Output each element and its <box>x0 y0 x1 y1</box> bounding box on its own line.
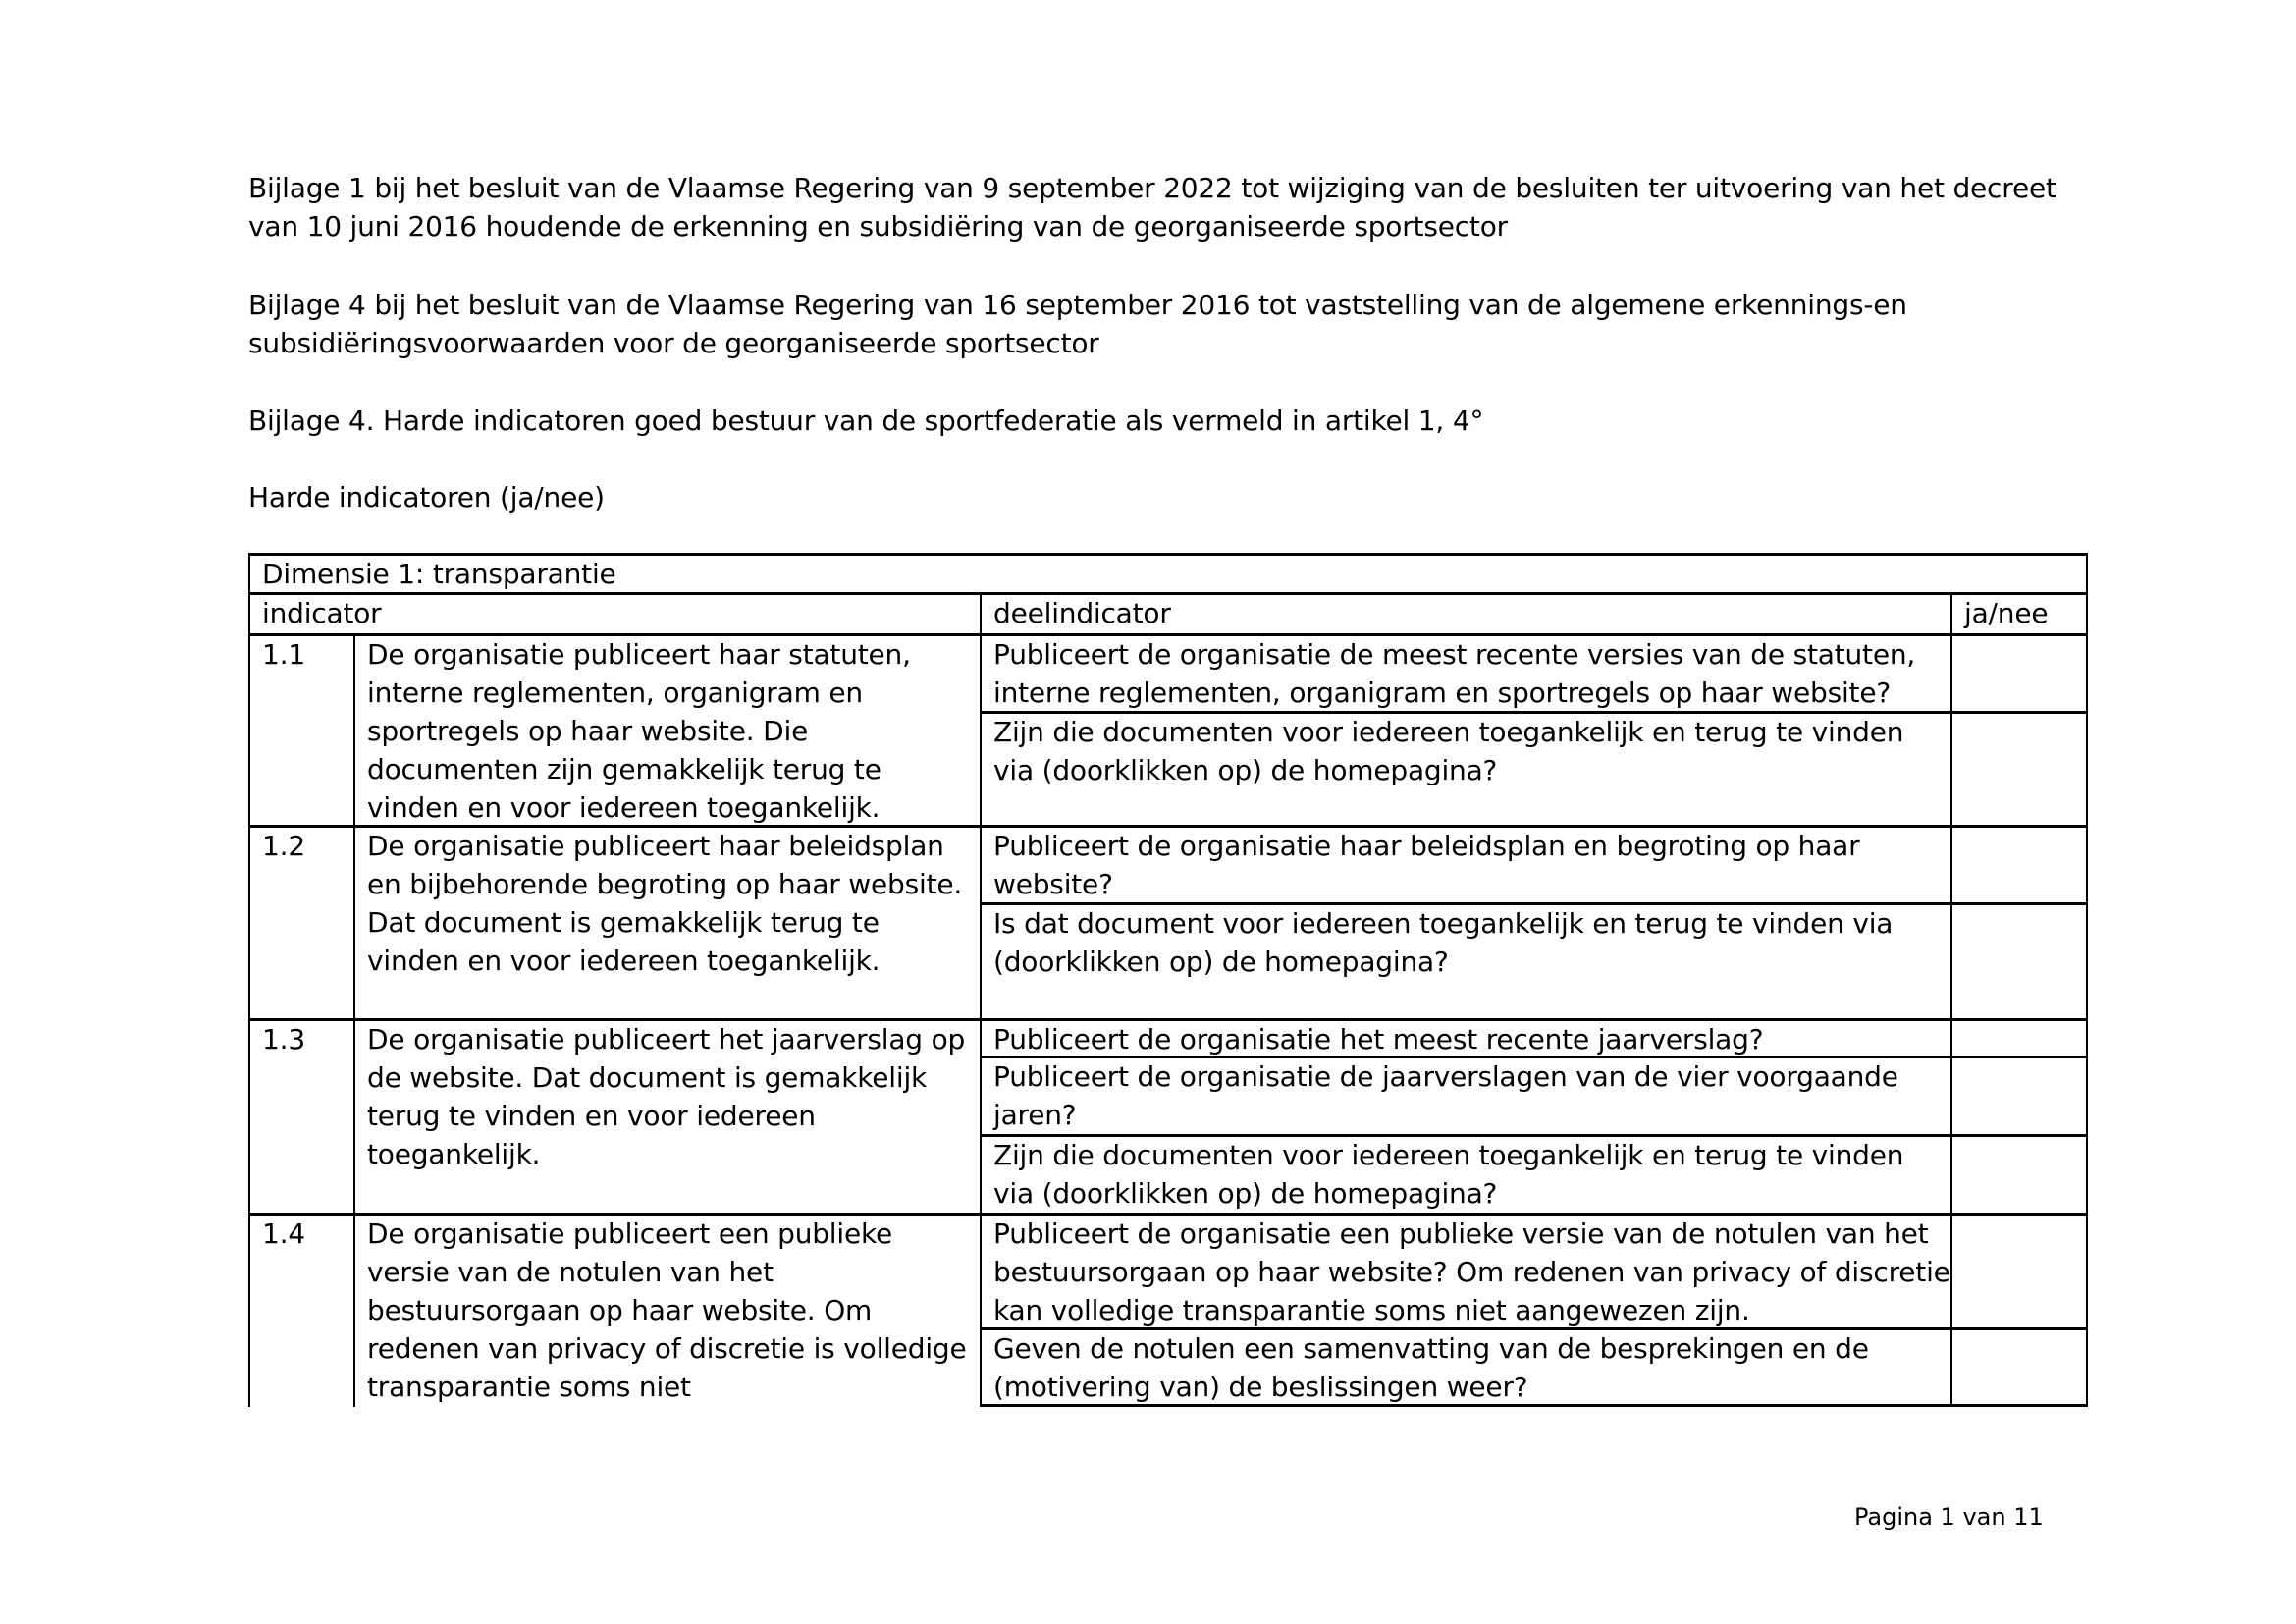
annex-title: Bijlage 4. Harde indicatoren goed bestuur van de sportfederatie als vermeld in artikel 1, 4° <box>248 405 1484 437</box>
indicator-description: De organisatie publiceert haar beleidsplan en bijbehorende begroting op haar website. Dat document is gemakkelijk terug te vinden en voor iedereen toegankelijk. <box>367 830 963 977</box>
sub-indicator: Publiceert de organisatie de meest recente versies van de statuten, interne reglementen, organigram en sportregels op haar website? <box>993 638 1916 709</box>
sub-indicator: Zijn die documenten voor iedereen toegankelijk en terug te vinden via (doorklikken op) de homepagina? <box>993 1139 1904 1210</box>
sub-indicator: Is dat document voor iedereen toegankelijk en terug te vinden via (doorklikken op) de homepagina? <box>993 907 1894 978</box>
table-caption: Harde indicatoren (ja/nee) <box>248 481 605 514</box>
answer-cell[interactable] <box>1950 711 2088 825</box>
sub-indicator: Publiceert de organisatie het meest recente jaarverslag? <box>993 1023 1764 1056</box>
sub-indicator: Publiceert de organisatie een publieke versie van de notulen van het bestuursorgaan op haar website? Om redenen van privacy of discretie kan volledige transparantie soms niet aangewezen zijn. <box>993 1218 1950 1326</box>
intro-paragraph-2: Bijlage 4 bij het besluit van de Vlaamse Regering van 16 september 2016 tot vaststelling van de algemene erkennings-en subsidiëringsvoorwaarden voor de georganiseerde sportsector <box>248 289 1907 359</box>
indicator-description: De organisatie publiceert haar statuten, interne reglementen, organigram en sportregels op haar website. Die documenten zijn gemakkelijk terug te vinden en voor iedereen toegankelijk. <box>367 638 911 824</box>
dimension-title: Dimensie 1: transparantie <box>262 558 616 590</box>
intro-paragraph-1: Bijlage 1 bij het besluit van de Vlaamse Regering van 9 september 2022 tot wijziging van de besluiten ter uitvoering van het decreet van 10 juni 2016 houdende de erkenning en subsidiëring van de georganiseerde sportsector <box>248 172 2056 243</box>
header-indicator: indicator <box>262 597 382 629</box>
sub-indicator: Publiceert de organisatie haar beleidsplan en begroting op haar website? <box>993 830 1860 900</box>
answer-cell[interactable] <box>1950 1327 2088 1404</box>
indicator-description: De organisatie publiceert het jaarverslag op de website. Dat document is gemakkelijk terug te vinden en voor iedereen toegankelijk. <box>367 1023 966 1170</box>
page-number: Pagina 1 van 11 <box>1854 1503 2044 1531</box>
indicator-number: 1.1 <box>262 638 305 671</box>
sub-indicator: Geven de notulen een samenvatting van de besprekingen en de (motivering van) de beslissingen weer? <box>993 1332 1869 1403</box>
answer-cell[interactable] <box>1950 1018 2088 1056</box>
header-janee: ja/nee <box>1964 597 2049 629</box>
sub-indicator: Zijn die documenten voor iedereen toegankelijk en terug te vinden via (doorklikken op) de homepagina? <box>993 716 1904 786</box>
indicator-number: 1.3 <box>262 1023 305 1056</box>
answer-cell[interactable] <box>1950 633 2088 711</box>
indicator-table <box>248 553 2088 1407</box>
table-border-bottom <box>980 1404 2088 1407</box>
sub-indicator: Publiceert de organisatie de jaarverslagen van de vier voorgaande jaren? <box>993 1060 1898 1131</box>
header-deelindicator: deelindicator <box>993 597 1171 629</box>
answer-cell[interactable] <box>1950 825 2088 902</box>
indicator-number: 1.4 <box>262 1218 305 1250</box>
answer-cell[interactable] <box>1950 1056 2088 1134</box>
indicator-number: 1.2 <box>262 830 305 862</box>
answer-cell[interactable] <box>1950 1213 2088 1327</box>
answer-cell[interactable] <box>1950 1134 2088 1213</box>
answer-cell[interactable] <box>1950 902 2088 1018</box>
indicator-description: De organisatie publiceert een publieke versie van de notulen van het bestuursorgaan op haar website. Om redenen van privacy of discretie is volledige transparantie soms niet <box>367 1218 967 1403</box>
